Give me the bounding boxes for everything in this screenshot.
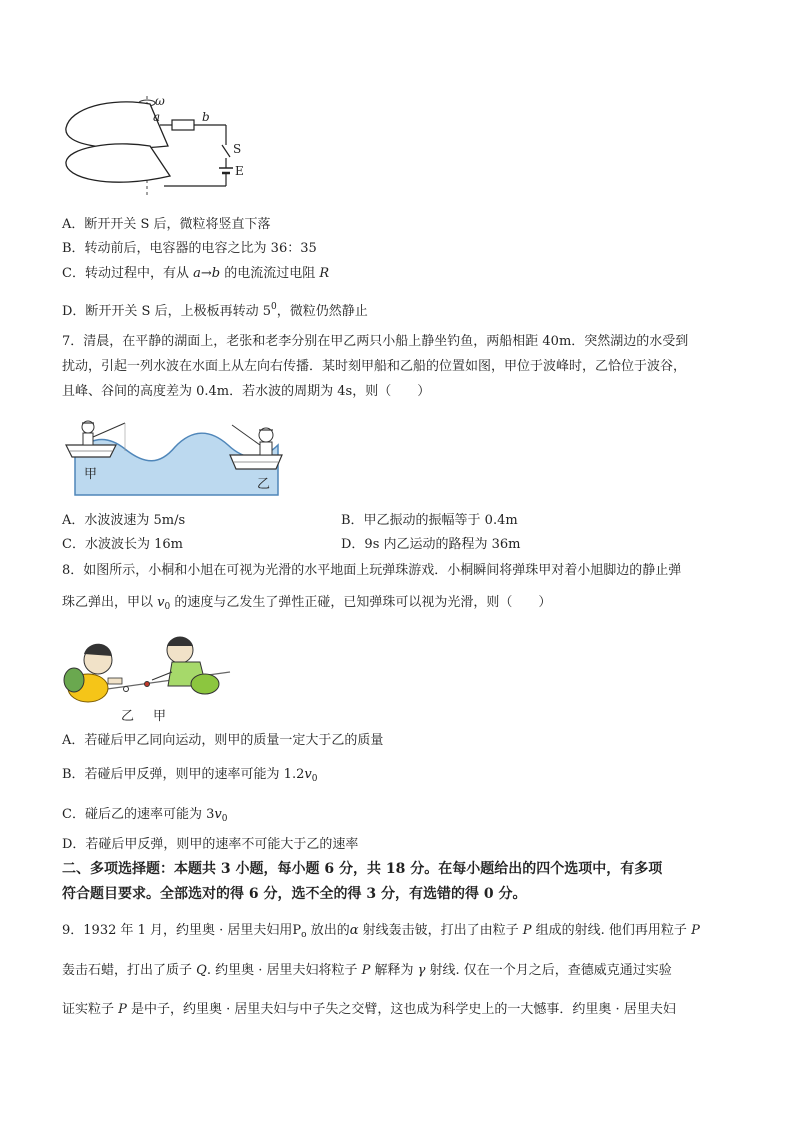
q9-q: Q: [196, 963, 207, 978]
q8-stem-line2: [62, 594, 551, 616]
q9-text-c: 射线轰击铍，打出了由粒子: [358, 923, 523, 938]
q9-text-i: 证实粒子: [62, 1002, 119, 1017]
q7-stem-line1: 7．清晨，在平静的湖面上，老张和老李分别在甲乙两只小船上静坐钓鱼，两船相距 40m．突然湖边的水受到: [62, 334, 689, 349]
q9-gamma: γ: [417, 963, 426, 978]
q9-stem-line1: [62, 922, 700, 944]
q9-text-d: 组成的射线. 他们再用粒子: [531, 923, 692, 938]
q8-option-b: [62, 766, 317, 788]
q6-c-text2: 的电流流过电阻: [220, 266, 320, 281]
q6-c-resistor: R: [319, 266, 330, 281]
q6-option-b: B．转动前后，电容器的电容之比为 36：35: [62, 241, 317, 256]
q6-c-text: C．转动过程中，有从: [62, 266, 194, 281]
q8-c-v: v: [214, 807, 222, 822]
q6-d-text2: ，微粒仍然静止: [276, 304, 368, 319]
q8-stem-text2: 的速度与乙发生了弹性正碰，已知弹珠可以视为光滑，则（ ）: [170, 595, 552, 610]
wave-label-yi: 乙: [257, 477, 271, 492]
q8-c-text: C．碰后乙的速率可能为 3: [62, 807, 215, 822]
q8-b-v: v: [304, 767, 312, 782]
marble-label-jia: 甲: [153, 709, 167, 724]
q9-p3: P: [691, 923, 700, 938]
q6-option-d: [62, 298, 368, 321]
q8-option-a: A．若碰后甲乙同向运动，则甲的质量一定大于乙的质量: [62, 733, 384, 748]
q8-b-v-sub: 0: [311, 774, 318, 784]
q7-option-d: D．9s 内乙运动的路程为 36m: [341, 537, 521, 552]
marbles-figure: [0, 632, 794, 722]
q6-option-c: [62, 265, 329, 283]
q9-text-a: 9．1932 年 1 月，约里奥 · 居里夫妇用: [62, 923, 293, 938]
q9-text-g: 解释为: [370, 963, 418, 978]
switch-label: S: [233, 142, 242, 156]
q9-text-j: 是中子，约里奥 · 居里夫妇与中子失之交臂，这也成为科学史上的一大憾事．约里奥 · 居里夫妇: [126, 1002, 676, 1017]
q7-option-a: A．水波波速为 5m/s: [62, 513, 186, 528]
node-b-label: b: [202, 110, 210, 124]
q9-text-b: 放出的: [306, 923, 350, 938]
q9-p2: P: [522, 923, 532, 938]
wave-label-jia: 甲: [84, 467, 98, 482]
q8-option-d: D．若碰后甲反弹，则甲的速率不可能大于乙的速率: [62, 837, 359, 852]
q6-d-text: D．断开开关 S 后，上极板再转动 5: [62, 304, 271, 319]
q6-option-a: A．断开开关 S 后，微粒将竖直下落: [62, 217, 271, 232]
q9-po: P: [292, 923, 302, 938]
q8-stem-line1: 8．如图所示，小桐和小旭在可视为光滑的水平地面上玩弹珠游戏．小桐瞬间将弹珠甲对着小旭脚边的静止弹: [62, 563, 682, 578]
omega-label: ω: [155, 94, 165, 108]
q6-d-degree: 0: [271, 302, 277, 312]
q9-alpha: α: [349, 923, 359, 938]
q9-stem-line2: [62, 962, 672, 980]
q6-c-current: a→b: [193, 266, 221, 281]
section2-header-line2: 符合题目要求。全部选对的得 6 分，选不全的得 3 分，有选错的得 0 分。: [62, 886, 527, 902]
q8-option-c: [62, 806, 227, 828]
q8-c-v-sub: 0: [221, 814, 228, 824]
q9-text-e: 轰击石蜡，打出了质子: [62, 963, 197, 978]
q8-stem-text: 珠乙弹出，甲以: [62, 595, 158, 610]
q9-text-f: . 约里奥 · 居里夫妇将粒子: [206, 963, 362, 978]
capacitor-figure: [0, 0, 794, 200]
node-a-label: a: [153, 110, 161, 124]
q7-stem-line3: 且峰、谷间的高度差为 0.4m．若水波的周期为 4s，则（ ）: [62, 384, 431, 399]
q9-p5: P: [118, 1002, 127, 1017]
q8-v0: v: [157, 595, 165, 610]
section2-header-line1: 二、多项选择题：本题共 3 小题，每小题 6 分，共 18 分。在每小题给出的四个选项中，有多项: [62, 861, 663, 877]
q8-v0-sub: 0: [164, 602, 171, 612]
q9-text-h: 射线. 仅在一个月之后，查德威克通过实验: [425, 963, 672, 978]
q9-p4: P: [361, 963, 371, 978]
q9-stem-line3: [62, 1001, 676, 1019]
q9-po-sub: o: [301, 930, 307, 940]
q8-b-text: B．若碰后甲反弹，则甲的速率可能为 1.2: [62, 767, 305, 782]
q7-option-c: C．水波波长为 16m: [62, 537, 183, 552]
marble-label-yi: 乙: [121, 709, 135, 724]
q7-option-b: B．甲乙振动的振幅等于 0.4m: [341, 513, 518, 528]
battery-label: E: [235, 164, 244, 178]
wave-figure: [0, 415, 794, 495]
q7-stem-line2: 扰动，引起一列水波在水面上从左向右传播．某时刻甲船和乙船的位置如图，甲位于波峰时，乙恰位于波谷，: [62, 359, 687, 374]
